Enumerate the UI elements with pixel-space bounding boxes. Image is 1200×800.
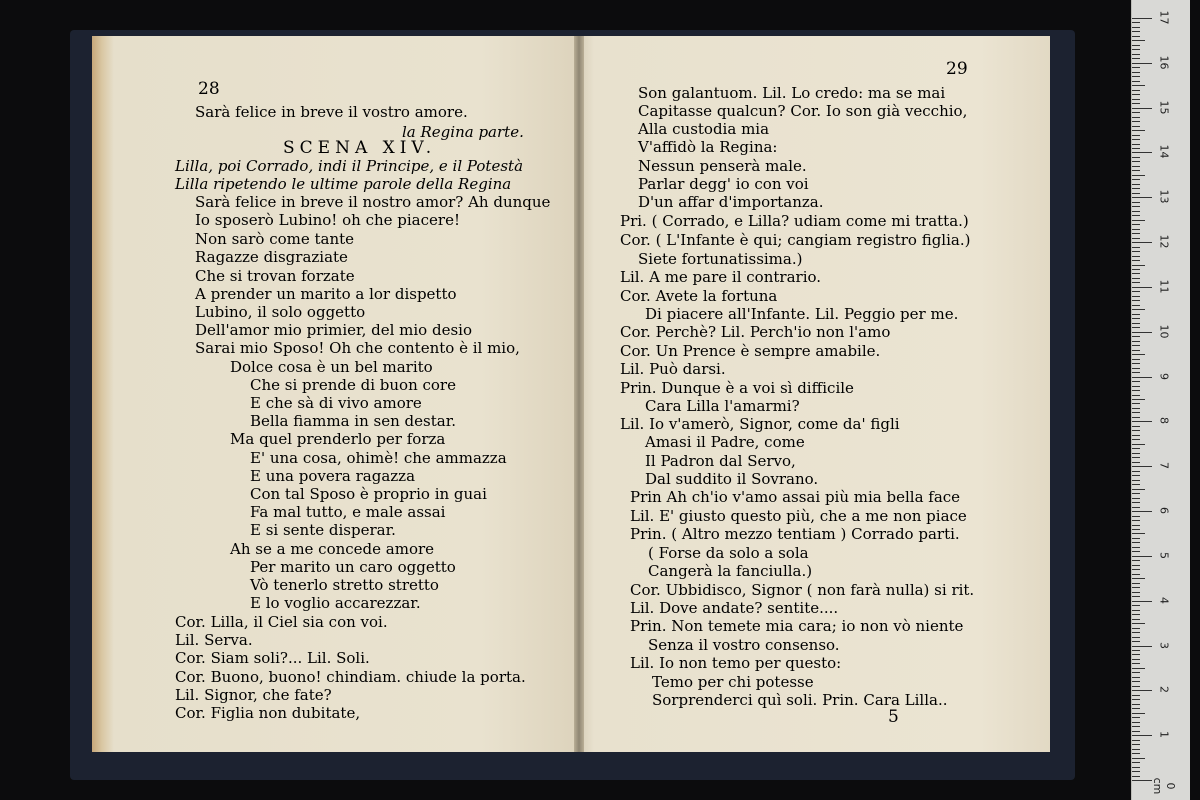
ruler-tick [1132, 85, 1145, 86]
ruler-tick [1132, 206, 1140, 207]
ruler-tick [1132, 368, 1140, 369]
ruler-number: 17 [1157, 10, 1171, 25]
ruler-tick [1132, 502, 1140, 503]
text-line: Lilla, poi Corrado, indi il Principe, e il Potestà [175, 157, 524, 175]
text-line: Che si trovan forzate [195, 267, 355, 285]
ruler-tick [1132, 265, 1145, 266]
ruler-number: 2 [1157, 686, 1171, 694]
text-line: Prin Ah ch'io v'amo assai più mia bella face [630, 488, 961, 506]
ruler-tick [1132, 533, 1145, 534]
ruler-tick [1132, 493, 1140, 494]
ruler-tick [1132, 646, 1152, 647]
ruler-tick [1132, 448, 1140, 449]
text-line: E si sente disperar. [250, 521, 396, 539]
text-line: D'un affar d'importanza. [638, 193, 824, 211]
ruler-tick [1132, 529, 1140, 530]
text-line: V'affidò la Regina: [638, 138, 778, 156]
ruler-tick [1132, 484, 1140, 485]
ruler-tick [1132, 596, 1140, 597]
text-line: Che si prende di buon core [250, 376, 456, 394]
ruler-tick [1132, 18, 1152, 19]
text-line: Cor. Un Prence è sempre amabile. [620, 342, 881, 360]
ruler-number: 9 [1157, 372, 1171, 380]
ruler-tick [1132, 63, 1152, 64]
ruler-tick [1132, 776, 1140, 777]
ruler-tick [1132, 668, 1145, 669]
ruler-tick [1132, 202, 1140, 203]
ruler-tick [1132, 677, 1140, 678]
ruler-tick [1132, 713, 1145, 714]
ruler-tick [1132, 475, 1140, 476]
ruler-tick [1132, 121, 1140, 122]
text-line: Con tal Sposo è proprio in guai [250, 485, 487, 503]
ruler-tick [1132, 211, 1140, 212]
text-line: Dolce cosa è un bel marito [230, 358, 433, 376]
ruler-number: 16 [1157, 55, 1171, 70]
ruler-tick [1132, 767, 1140, 768]
ruler-tick [1132, 632, 1140, 633]
ruler-tick [1132, 81, 1140, 82]
ruler-tick [1132, 157, 1140, 158]
text-line: Cangerà la fanciulla.) [648, 562, 813, 580]
ruler-tick [1132, 354, 1145, 355]
ruler-tick [1132, 144, 1140, 145]
ruler-tick [1132, 610, 1140, 611]
ruler-tick [1132, 363, 1140, 364]
text-line: E che sà di vivo amore [250, 394, 422, 412]
ruler-tick [1132, 350, 1140, 351]
text-line: Di piacere all'Infante. Lil. Peggio per me. [645, 305, 959, 323]
ruler-tick [1132, 663, 1140, 664]
text-line: Cor. Lilla, il Ciel sia con voi. [175, 613, 388, 631]
ruler-tick [1132, 220, 1145, 221]
ruler-tick [1132, 417, 1140, 418]
text-line: Lubino, il solo oggetto [195, 303, 366, 321]
ruler-tick [1132, 256, 1140, 257]
ruler-number: 3 [1157, 641, 1171, 649]
ruler-tick [1132, 731, 1140, 732]
ruler-tick [1132, 76, 1140, 77]
ruler-tick [1132, 166, 1140, 167]
ruler-tick [1132, 94, 1140, 95]
book-gutter [574, 36, 584, 752]
text-line: Sarai mio Sposo! Oh che contento è il mio, [195, 339, 520, 357]
text-line: Cor. Avete la fortuna [620, 287, 778, 305]
text-line: Senza il vostro consenso. [648, 636, 840, 654]
ruler-tick [1132, 49, 1140, 50]
text-line: E' una cosa, ohimè! che ammazza [250, 449, 507, 467]
text-line: Lil. Dove andate? sentite.... [630, 599, 839, 617]
text-line: Cor. Siam soli?... Lil. Soli. [175, 649, 370, 667]
right-page-number: 29 [946, 59, 968, 79]
ruler-tick [1132, 408, 1140, 409]
ruler-tick [1132, 90, 1140, 91]
ruler-tick [1132, 403, 1140, 404]
ruler-tick [1132, 184, 1140, 185]
ruler-tick [1132, 587, 1140, 588]
ruler-tick [1132, 103, 1140, 104]
text-line: ( Forse da solo a sola [648, 544, 809, 562]
ruler-tick [1132, 690, 1152, 691]
ruler-tick [1132, 520, 1140, 521]
ruler-tick [1132, 556, 1152, 557]
text-line: Vò tenerlo stretto stretto [250, 576, 439, 594]
ruler-tick [1132, 27, 1140, 28]
scene-heading: SCENA XIV. [283, 138, 437, 158]
text-line: Fa mal tutto, e male assai [250, 503, 446, 521]
ruler-tick [1132, 108, 1152, 109]
ruler-tick [1132, 233, 1140, 234]
ruler-tick [1132, 592, 1140, 593]
ruler-tick [1132, 188, 1140, 189]
ruler-tick [1132, 498, 1140, 499]
text-line: A prender un marito a lor dispetto [195, 285, 457, 303]
text-line: Alla custodia mia [638, 120, 770, 138]
ruler-tick [1132, 457, 1140, 458]
ruler-tick [1132, 560, 1140, 561]
ruler-tick [1132, 489, 1145, 490]
ruler-tick [1132, 381, 1140, 382]
text-line: Prin. Dunque è a voi sì difficile [620, 379, 854, 397]
text-line: Lil. Può darsi. [620, 360, 726, 378]
text-line: Son galantuom. Lil. Lo credo: ma se mai [638, 84, 946, 102]
ruler-number: 11 [1157, 279, 1171, 294]
ruler-tick [1132, 614, 1140, 615]
ruler-tick [1132, 758, 1145, 759]
ruler-tick [1132, 637, 1140, 638]
text-line: Lil. Io v'amerò, Signor, come da' figli [620, 415, 900, 433]
ruler-tick [1132, 726, 1140, 727]
ruler-tick [1132, 430, 1140, 431]
ruler-number: 5 [1157, 551, 1171, 559]
ruler-number: 14 [1157, 144, 1171, 159]
ruler-tick [1132, 126, 1140, 127]
ruler-tick [1132, 516, 1140, 517]
ruler-tick [1132, 341, 1140, 342]
ruler-tick [1132, 601, 1152, 602]
ruler-tick [1132, 323, 1140, 324]
ruler-tick [1132, 569, 1140, 570]
ruler-tick [1132, 628, 1140, 629]
ruler-tick [1132, 345, 1140, 346]
ruler-tick [1132, 135, 1140, 136]
ruler-number: 0 cm [1151, 777, 1177, 795]
ruler-tick [1132, 152, 1152, 153]
ruler-tick [1132, 305, 1140, 306]
ruler-tick [1132, 130, 1145, 131]
ruler-tick [1132, 412, 1140, 413]
ruler-tick [1132, 287, 1152, 288]
ruler-tick [1132, 426, 1140, 427]
ruler-tick [1132, 583, 1140, 584]
ruler-tick [1132, 780, 1152, 781]
ruler-tick [1132, 574, 1140, 575]
ruler-tick [1132, 117, 1140, 118]
ruler-tick [1132, 247, 1140, 248]
text-line: Prin. Non temete mia cara; io non vò niente [630, 617, 964, 635]
text-line: Pri. ( Corrado, e Lilla? udiam come mi tratta.) [620, 212, 969, 230]
ruler-tick [1132, 112, 1140, 113]
ruler-tick [1132, 291, 1140, 292]
ruler-tick [1132, 229, 1140, 230]
ruler-tick [1132, 170, 1140, 171]
text-line: Cor. Buono, buono! chindiam. chiude la porta. [175, 668, 526, 686]
ruler-tick [1132, 139, 1140, 140]
ruler-tick [1132, 282, 1140, 283]
ruler-number: 15 [1157, 100, 1171, 115]
measurement-ruler [1131, 0, 1190, 800]
text-line: Prin. ( Altro mezzo tentiam ) Corrado parti. [630, 525, 960, 543]
text-line: E una povera ragazza [250, 467, 416, 485]
ruler-tick [1132, 619, 1140, 620]
text-line: Temo per chi potesse [652, 673, 814, 691]
ruler-tick [1132, 197, 1152, 198]
left-page-number: 28 [198, 79, 220, 99]
ruler-tick [1132, 238, 1140, 239]
ruler-tick [1132, 390, 1140, 391]
text-line: Per marito un caro oggetto [250, 558, 456, 576]
ruler-number: 8 [1157, 417, 1171, 425]
ruler-tick [1132, 435, 1140, 436]
ruler-tick [1132, 251, 1140, 252]
ruler-tick [1132, 22, 1140, 23]
ruler-number: 4 [1157, 596, 1171, 604]
ruler-tick [1132, 395, 1140, 396]
text-line: Ma quel prenderlo per forza [230, 430, 446, 448]
text-line: Cara Lilla l'amarmi? [645, 397, 800, 415]
ruler-number: 7 [1157, 462, 1171, 470]
ruler-number: 6 [1157, 507, 1171, 515]
ruler-tick [1132, 300, 1140, 301]
text-line: Parlar degg' io con voi [638, 175, 809, 193]
text-line: Lil. Serva. [175, 631, 253, 649]
ruler-tick [1132, 542, 1140, 543]
ruler-tick [1132, 507, 1140, 508]
ruler-tick [1132, 771, 1140, 772]
ruler-tick [1132, 717, 1140, 718]
ruler-tick [1132, 278, 1140, 279]
text-line: Lilla ripetendo le ultime parole della Regina [175, 175, 512, 193]
ruler-tick [1132, 547, 1140, 548]
ruler-number: 13 [1157, 189, 1171, 204]
text-line: Cor. Ubbidisco, Signor ( non farà nulla) si rit. [630, 581, 975, 599]
ruler-tick [1132, 471, 1140, 472]
text-line: Capitasse qualcun? Cor. Io son già vecchio, [638, 102, 968, 120]
ruler-tick [1132, 260, 1140, 261]
ruler-tick [1132, 722, 1140, 723]
ruler-tick [1132, 453, 1140, 454]
ruler-tick [1132, 58, 1140, 59]
ruler-tick [1132, 40, 1145, 41]
signature-mark: 5 [888, 707, 899, 727]
ruler-tick [1132, 224, 1140, 225]
ruler-tick [1132, 99, 1140, 100]
text-line: Bella fiamma in sen destar. [250, 412, 456, 430]
ruler-tick [1132, 740, 1140, 741]
ruler-tick [1132, 538, 1140, 539]
text-line: E lo voglio accarezzar. [250, 594, 421, 612]
text-line: Sarà felice in breve il nostro amor? Ah dunque [195, 193, 551, 211]
ruler-tick [1132, 444, 1145, 445]
text-line: Lil. Signor, che fate? [175, 686, 332, 704]
text-line: Sorprenderci quì soli. Prin. Cara Lilla.. [652, 691, 948, 709]
ruler-tick [1132, 161, 1140, 162]
ruler-tick [1132, 269, 1140, 270]
ruler-tick [1132, 735, 1152, 736]
ruler-tick [1132, 327, 1140, 328]
text-line: Cor. ( L'Infante è qui; cangiam registro figlia.) [620, 231, 971, 249]
ruler-tick [1132, 45, 1140, 46]
ruler-tick [1132, 525, 1140, 526]
ruler-tick [1132, 605, 1140, 606]
ruler-tick [1132, 480, 1140, 481]
ruler-tick [1132, 659, 1140, 660]
ruler-tick [1132, 399, 1145, 400]
text-line: Il Padron dal Servo, [645, 452, 796, 470]
ruler-tick [1132, 681, 1140, 682]
text-line: Lil. Io non temo per questo: [630, 654, 842, 672]
ruler-tick [1132, 179, 1140, 180]
text-line: Sarà felice in breve il vostro amore. [195, 103, 468, 121]
ruler-tick [1132, 273, 1140, 274]
ruler-tick [1132, 54, 1140, 55]
ruler-tick [1132, 672, 1140, 673]
ruler-tick [1132, 744, 1140, 745]
ruler-number: 1 [1157, 731, 1171, 739]
ruler-tick [1132, 623, 1145, 624]
ruler-tick [1132, 215, 1140, 216]
text-line: Siete fortunatissima.) [638, 250, 803, 268]
ruler-tick [1132, 359, 1140, 360]
text-line: Lil. E' giusto questo più, che a me non piace [630, 507, 967, 525]
ruler-tick [1132, 578, 1145, 579]
ruler-tick [1132, 296, 1140, 297]
ruler-tick [1132, 511, 1152, 512]
ruler-tick [1132, 309, 1145, 310]
text-line: Ragazze disgraziate [195, 248, 348, 266]
text-line: Cor. Figlia non dubitate, [175, 704, 361, 722]
ruler-tick [1132, 462, 1140, 463]
ruler-tick [1132, 762, 1140, 763]
ruler-tick [1132, 72, 1140, 73]
ruler-tick [1132, 551, 1140, 552]
text-line: Dell'amor mio primier, del mio desio [195, 321, 472, 339]
ruler-tick [1132, 336, 1140, 337]
ruler-tick [1132, 565, 1140, 566]
ruler-tick [1132, 699, 1140, 700]
ruler-tick [1132, 753, 1140, 754]
ruler-tick [1132, 332, 1152, 333]
ruler-tick [1132, 654, 1140, 655]
text-line: Io sposerò Lubino! oh che piacere! [195, 211, 460, 229]
text-line: Nessun penserà male. [638, 157, 807, 175]
ruler-tick [1132, 372, 1140, 373]
ruler-tick [1132, 686, 1140, 687]
ruler-number: 12 [1157, 234, 1171, 249]
ruler-tick [1132, 67, 1140, 68]
text-line: Cor. Perchè? Lil. Perch'io non l'amo [620, 323, 891, 341]
ruler-tick [1132, 377, 1152, 378]
ruler-tick [1132, 695, 1140, 696]
text-line: la Regina parte. [402, 123, 524, 141]
text-line: Ah se a me concede amore [230, 540, 435, 558]
ruler-tick [1132, 175, 1145, 176]
text-line: Lil. A me pare il contrario. [620, 268, 822, 286]
ruler-tick [1132, 650, 1140, 651]
ruler-tick [1132, 641, 1140, 642]
ruler-tick [1132, 314, 1140, 315]
ruler-tick [1132, 466, 1152, 467]
ruler-tick [1132, 708, 1140, 709]
ruler-tick [1132, 31, 1140, 32]
ruler-tick [1132, 318, 1140, 319]
ruler-tick [1132, 242, 1152, 243]
ruler-tick [1132, 439, 1140, 440]
text-line: Non sarò come tante [195, 230, 355, 248]
text-line: Dal suddito il Sovrano. [645, 470, 819, 488]
ruler-tick [1132, 421, 1152, 422]
ruler-tick [1132, 193, 1140, 194]
ruler-number: 10 [1157, 324, 1171, 339]
ruler-tick [1132, 36, 1140, 37]
ruler-tick [1132, 704, 1140, 705]
ruler-tick [1132, 749, 1140, 750]
text-line: Amasi il Padre, come [645, 433, 805, 451]
ruler-tick [1132, 386, 1140, 387]
ruler-tick [1132, 148, 1140, 149]
